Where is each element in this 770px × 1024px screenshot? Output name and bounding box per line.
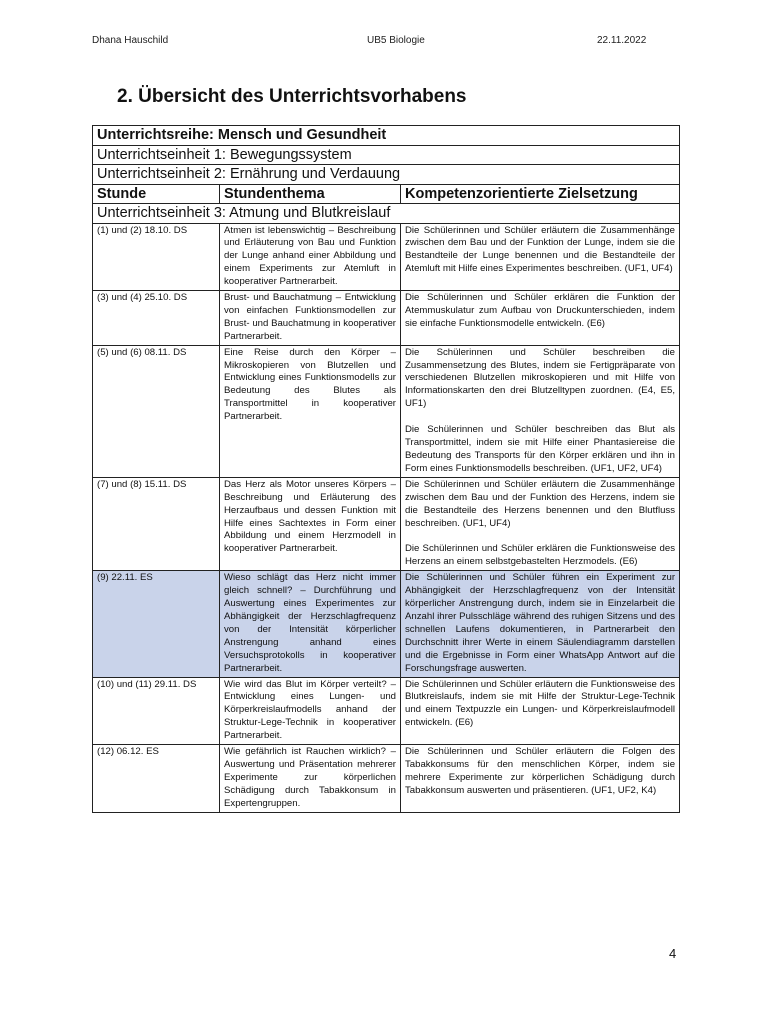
goal-text: Die Schülerinnen und Schüler beschreiben die Zusammensetzung des Blutes, indem sie Fertigpräparate von verschiedenen Blutzellen mikroskopieren und mit Hilfe von Informationskarten den drei Blutzelltypen zuordnen. (E4, E5, UF1) [405,346,676,410]
topic-cell: Eine Reise durch den Körper – Mikroskopieren von Blutzellen und Entwicklung eines Funktionsmodells zur Bedeutung des Blutes als Transportmittel in kooperativer Partnerarbeit. [220,345,401,477]
topic-cell: Das Herz als Motor unseres Körpers – Beschreibung und Erläuterung des Herzaufbaus und dessen Funktion mit Hilfe eines Sachtextes in Form einer Abbildung und einem Herzmodell in kooperativer Partnerarbeit. [220,477,401,570]
goal-text: Die Schülerinnen und Schüler erläutern die Funktionsweise des Blutkreislaufs, indem sie mit Hilfe der Struktur-Lege-Technik und einem Textpuzzle ein Lungen- und Körperkreislaufmodell entwickeln. (E6) [405,678,676,729]
goal-text: Die Schülerinnen und Schüler erläutern die Folgen des Tabakkonsums für den menschlichen Körper, indem sie mehrere Experimente zur körperlichen Schädigung durch Tabakkonsum auswerten und präsentieren. (UF1, UF2, K4) [405,746,676,796]
column-header-stunde: Stunde [93,184,220,204]
lesson-overview-table [92,125,680,813]
table-row [93,345,680,477]
goal-text: Die Schülerinnen und Schüler erläutern die Zusammenhänge zwischen dem Bau und der Funktion des Herzens, indem sie die Bestandteile des Herzens benennen und den Blutfluss beschreiben. (UF1, UF4) [405,478,676,529]
header-author: Dhana Hauschild [92,35,169,46]
header-date: 22.11.2022 [597,35,647,46]
goal-text-second: Die Schülerinnen und Schüler beschreiben das Blut als Transportmittel, indem sie mit Hilfe einer Phantasiereise die Bedeutung des Transports für den Körper erklären und ihn in Form eines Funktionsmodells beschreiben. (UF1, UF2, UF4) [405,424,676,474]
table-row-highlighted [93,571,680,677]
goal-cell [401,223,680,291]
goal-text-second: Die Schülerinnen und Schüler erklären die Funktionsweise des Herzens an einem selbstgebastelten Herzmodels. (E6) [405,543,676,568]
series-heading: Unterrichtsreihe: Mensch und Gesundheit [93,126,680,146]
lesson-cell: (3) und (4) 25.10. DS [93,291,220,346]
table-row [93,677,680,745]
lesson-cell: (10) und (11) 29.11. DS [93,677,220,745]
goal-cell [401,571,680,677]
goal-cell [401,745,680,813]
topic-cell: Atmen ist lebenswichtig – Beschreibung und Erläuterung von Bau und Funktion der Lunge anhand einer Abbildung und einem Experiments zur Atemluft in kooperativer Partnerarbeit. [220,223,401,291]
goal-cell [401,291,680,346]
table-row [93,745,680,813]
unit-1-heading: Unterrichtseinheit 1: Bewegungssystem [93,145,680,165]
lesson-cell: (5) und (6) 08.11. DS [93,345,220,477]
table-row [93,477,680,570]
lesson-cell: (12) 06.12. ES [93,745,220,813]
goal-text: Die Schülerinnen und Schüler erläutern die Zusammenhänge zwischen dem Bau und der Funktion der Lunge, indem sie die Bestandteile der Lunge benennen und die Bestandteile der Atemluft mit Hilfe eines Experimentes beschreiben. (UF1, UF4) [405,224,676,275]
unit-3-heading: Unterrichtseinheit 3: Atmung und Blutkreislauf [93,204,680,224]
header-course: UB5 Biologie [367,35,425,46]
section-title: 2. Übersicht des Unterrichtsvorhabens [117,86,467,107]
lesson-cell: (1) und (2) 18.10. DS [93,223,220,291]
topic-cell: Wie wird das Blut im Körper verteilt? – Entwicklung eines Lungen- und Körperkreislaufmodells anhand der Struktur-Lege-Technik in kooperativer Partnerarbeit. [220,677,401,745]
goal-cell [401,345,680,477]
page-number: 4 [669,946,677,961]
lesson-cell: (7) und (8) 15.11. DS [93,477,220,570]
topic-cell: Wieso schlägt das Herz nicht immer gleich schnell? – Durchführung und Auswertung eines Experimentes zur Abhängigkeit der Herzschlagfrequenz von der Intensität körperlicher Anstrengung anhand eines Versuchsprotokolls in kooperativer Partnerarbeit. [220,571,401,677]
table-row [93,223,680,291]
column-header-ziel: Kompetenzorientierte Zielsetzung [401,184,680,204]
goal-cell [401,477,680,570]
column-header-thema: Stundenthema [220,184,401,204]
unit-2-heading: Unterrichtseinheit 2: Ernährung und Verdauung [93,165,680,185]
goal-cell [401,677,680,745]
topic-cell: Wie gefährlich ist Rauchen wirklich? – Auswertung und Präsentation mehrerer Experimente zur körperlichen Schädigung durch Tabakkonsum in Expertengruppen. [220,745,401,813]
topic-cell: Brust- und Bauchatmung – Entwicklung von einfachen Funktionsmodellen zur Brust- und Bauchatmung in kooperativer Partnerarbeit. [220,291,401,346]
table-row [93,291,680,346]
goal-text: Die Schülerinnen und Schüler erklären die Funktion der Atemmuskulatur zum Aufbau von Druckunterschieden, indem sie einfache Funktionsmodelle entwickeln. (E6) [405,292,676,329]
lesson-cell: (9) 22.11. ES [93,571,220,677]
goal-text: Die Schülerinnen und Schüler führen ein Experiment zur Abhängigkeit der Herzschlagfrequenz von der Intensität körperlicher Anstrengung durch, indem sie in Einzelarbeit die Anzahl ihrer Pulsschläge während des ruhigen Sitzens und des schnellen Laufens dokumentieren, in Partnerarbeit den Durchschnitt ihrer Werte in einem Säulendiagramm darstellen und die Ergebnisse in Form einer WhatsApp Antwort auf die Forschungsfrage auswerten. [405,572,676,674]
